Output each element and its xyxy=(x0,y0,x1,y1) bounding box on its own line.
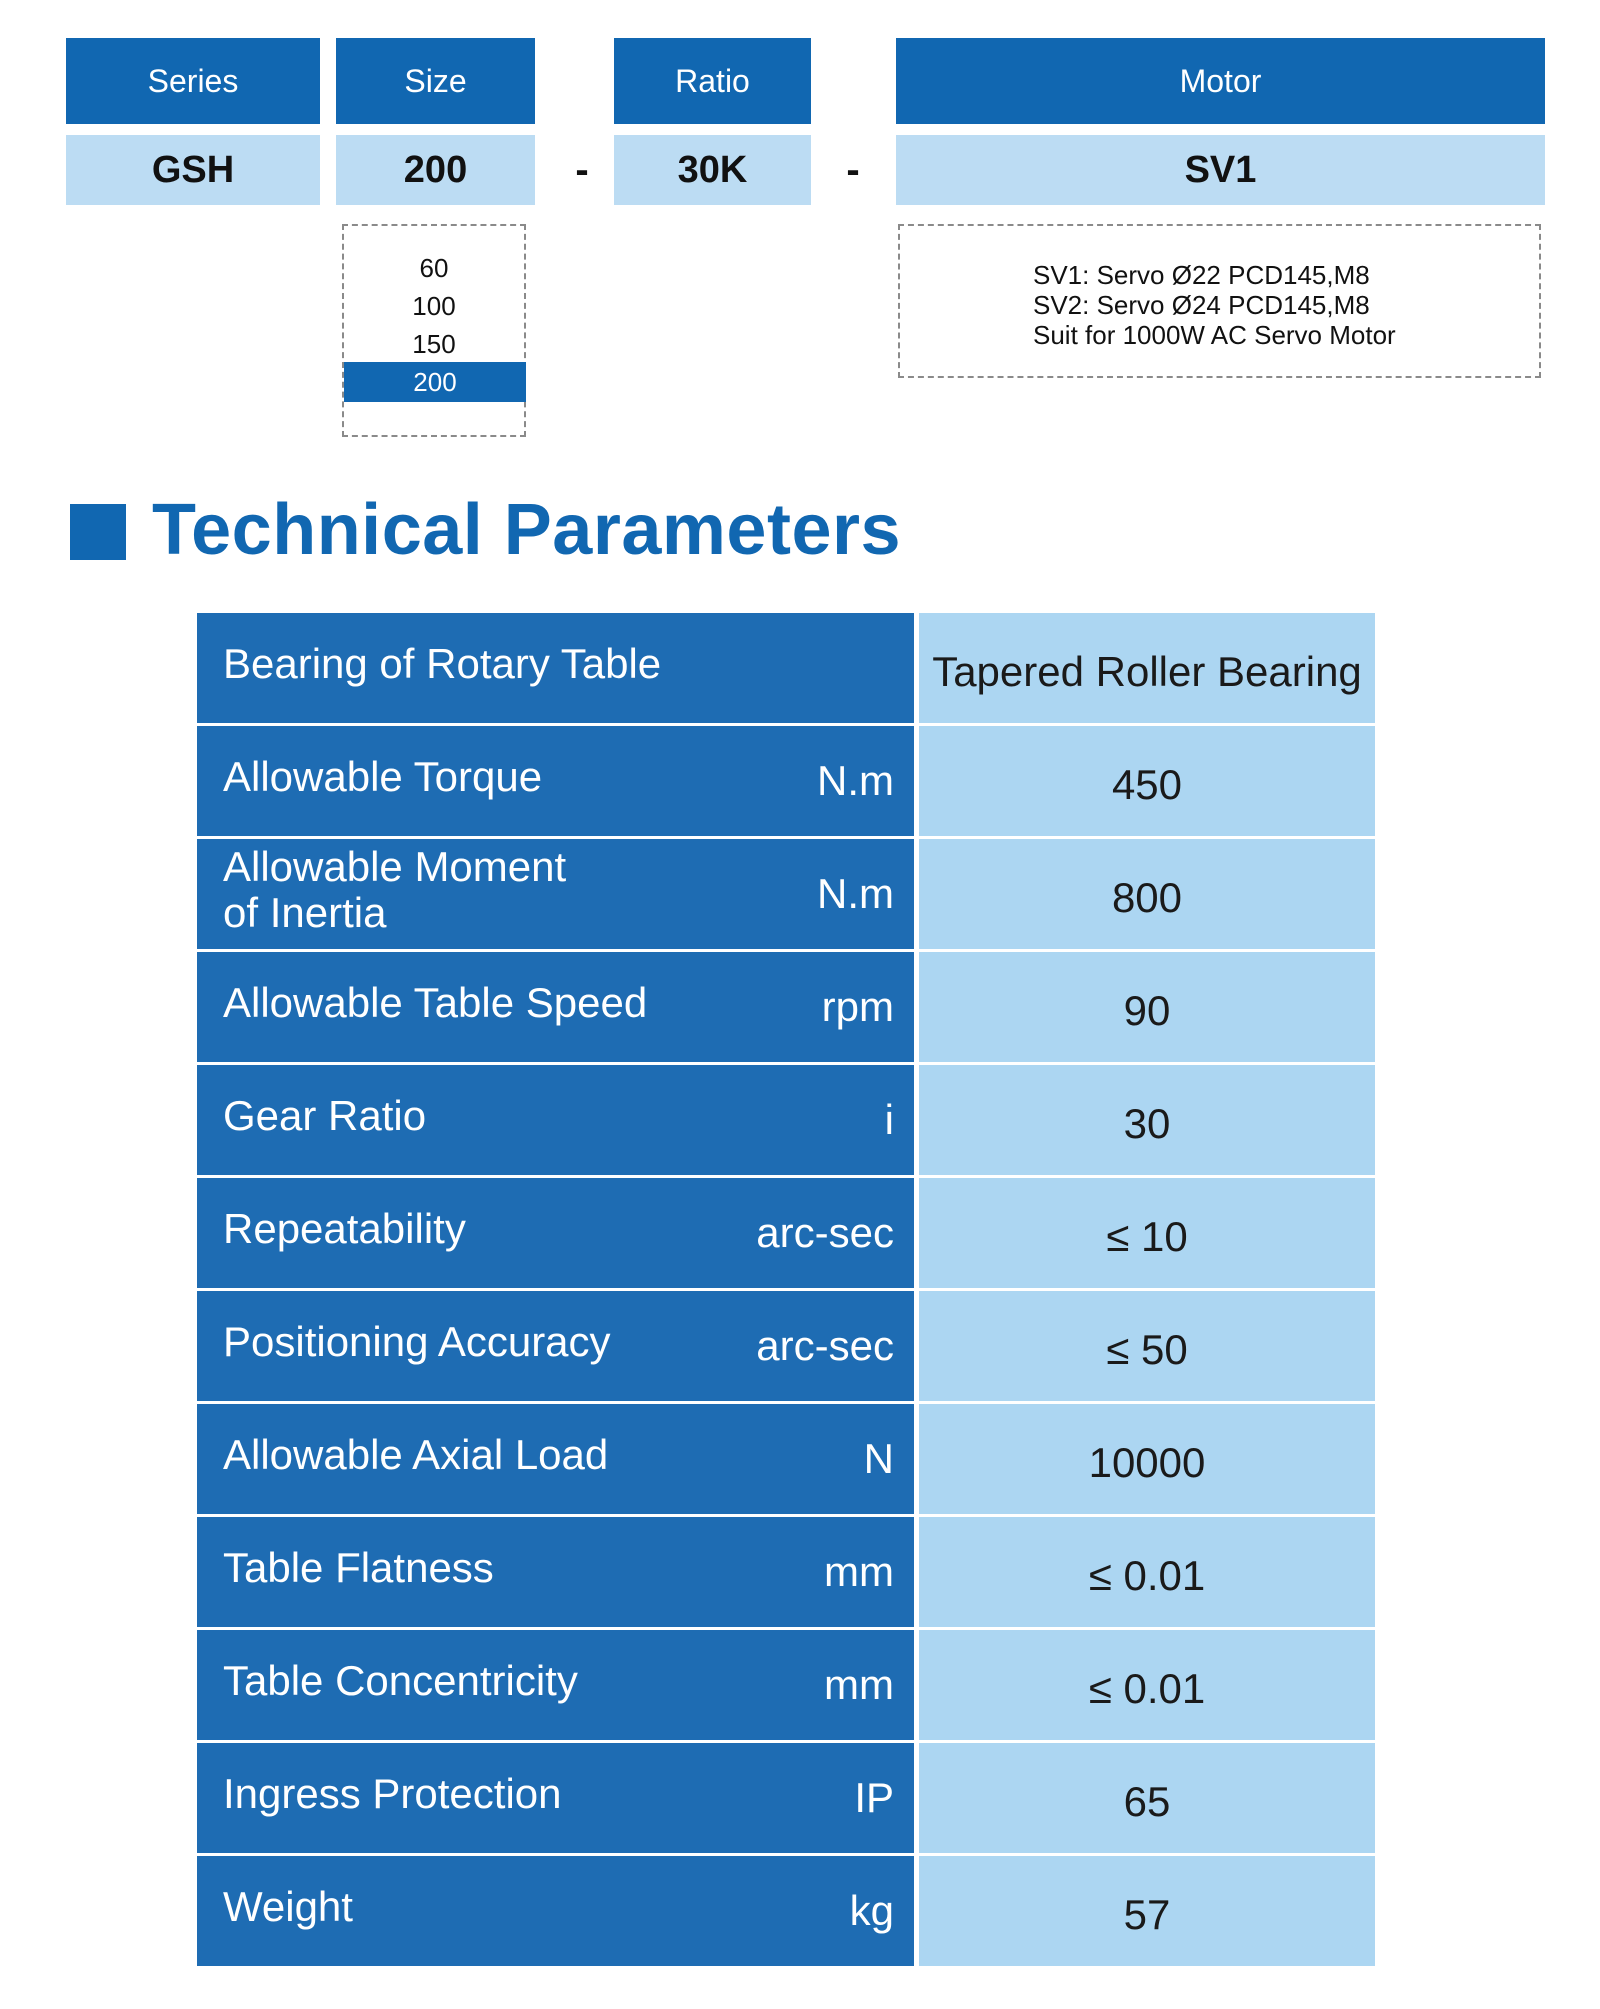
parameter-label: Table Concentricity xyxy=(223,1657,578,1704)
parameter-unit: i xyxy=(884,1096,894,1143)
table-row xyxy=(197,613,1375,723)
ratio-header: Ratio xyxy=(614,38,811,124)
parameter-label: Gear Ratio xyxy=(223,1092,427,1139)
size-value: 200 xyxy=(336,135,535,205)
table-row xyxy=(197,726,1375,836)
table-row xyxy=(197,1856,1375,1966)
section-title-marker xyxy=(70,504,126,560)
parameter-value: ≤ 10 xyxy=(919,1178,1375,1288)
motor-header: Motor xyxy=(896,38,1545,124)
parameter-unit: N.m xyxy=(817,757,894,804)
table-row xyxy=(197,1630,1375,1740)
size-header: Size xyxy=(336,38,535,124)
separator-dash: - xyxy=(575,147,589,192)
section-title: Technical Parameters xyxy=(152,490,902,570)
parameter-unit: rpm xyxy=(821,983,894,1030)
parameter-value: Tapered Roller Bearing xyxy=(919,613,1375,723)
table-row xyxy=(197,1291,1375,1401)
parameter-label: Ingress Protection xyxy=(223,1770,562,1817)
parameter-value: 57 xyxy=(919,1856,1375,1966)
table-row xyxy=(197,839,1375,949)
motor-value: SV1 xyxy=(896,135,1545,205)
size-option-100: 100 xyxy=(412,290,456,321)
parameter-unit: mm xyxy=(824,1661,894,1708)
parameter-label: Bearing of Rotary Table xyxy=(223,640,662,687)
parameter-unit: arc-sec xyxy=(756,1209,894,1256)
parameter-value: ≤ 0.01 xyxy=(919,1517,1375,1627)
table-row xyxy=(197,1743,1375,1853)
size-options-box xyxy=(342,224,526,437)
parameter-name-cell xyxy=(197,1404,914,1514)
table-row xyxy=(197,1065,1375,1175)
parameter-name-cell xyxy=(197,1630,914,1740)
parameter-value: ≤ 0.01 xyxy=(919,1630,1375,1740)
parameter-unit: mm xyxy=(824,1548,894,1595)
parameter-name-cell xyxy=(197,952,914,1062)
ratio-value: 30K xyxy=(614,135,811,205)
parameter-label: Allowable Axial Load xyxy=(223,1431,609,1478)
parameter-name-cell xyxy=(197,613,914,723)
parameter-value: 65 xyxy=(919,1743,1375,1853)
parameter-label: Allowable Moment of Inertia xyxy=(223,843,567,936)
parameter-name-cell xyxy=(197,1178,914,1288)
motor-note: Suit for 1000W AC Servo Motor xyxy=(1033,320,1396,350)
parameter-name-cell xyxy=(197,1517,914,1627)
parameter-unit: N xyxy=(863,1435,894,1482)
parameter-name-cell xyxy=(197,839,914,949)
parameter-label: Allowable Torque xyxy=(223,753,543,800)
parameter-value: 450 xyxy=(919,726,1375,836)
parameter-value: 10000 xyxy=(919,1404,1375,1514)
parameter-unit: N.m xyxy=(817,870,894,917)
parameter-unit: IP xyxy=(854,1774,894,1821)
table-row xyxy=(197,1404,1375,1514)
parameter-value: 800 xyxy=(919,839,1375,949)
parameter-name-cell xyxy=(197,726,914,836)
series-value: GSH xyxy=(66,135,320,205)
parameter-name-cell xyxy=(197,1856,914,1966)
parameter-unit: kg xyxy=(849,1887,894,1934)
parameter-label: Table Flatness xyxy=(223,1544,494,1591)
parameter-unit: arc-sec xyxy=(756,1322,894,1369)
parameter-label: Allowable Table Speed xyxy=(223,979,648,1026)
parameter-name-cell xyxy=(197,1743,914,1853)
separator-dash: - xyxy=(846,147,860,192)
motor-option-sv1: SV1: Servo Ø22 PCD145,M8 xyxy=(1033,260,1370,290)
motor-option-sv2: SV2: Servo Ø24 PCD145,M8 xyxy=(1033,290,1370,320)
parameter-label: Repeatability xyxy=(223,1205,466,1252)
parameter-name-cell xyxy=(197,1291,914,1401)
parameter-value: 90 xyxy=(919,952,1375,1062)
size-option-60: 60 xyxy=(419,252,449,283)
parameter-label: Positioning Accuracy xyxy=(223,1318,611,1365)
size-option-150: 150 xyxy=(412,328,456,359)
table-row xyxy=(197,1178,1375,1288)
size-option-200-selected: 200 xyxy=(344,362,526,402)
parameter-label: Weight xyxy=(223,1883,353,1930)
parameter-value: 30 xyxy=(919,1065,1375,1175)
parameter-value: ≤ 50 xyxy=(919,1291,1375,1401)
parameter-name-cell xyxy=(197,1065,914,1175)
table-row xyxy=(197,1517,1375,1627)
table-row xyxy=(197,952,1375,1062)
series-header: Series xyxy=(66,38,320,124)
motor-options-box xyxy=(898,224,1541,378)
